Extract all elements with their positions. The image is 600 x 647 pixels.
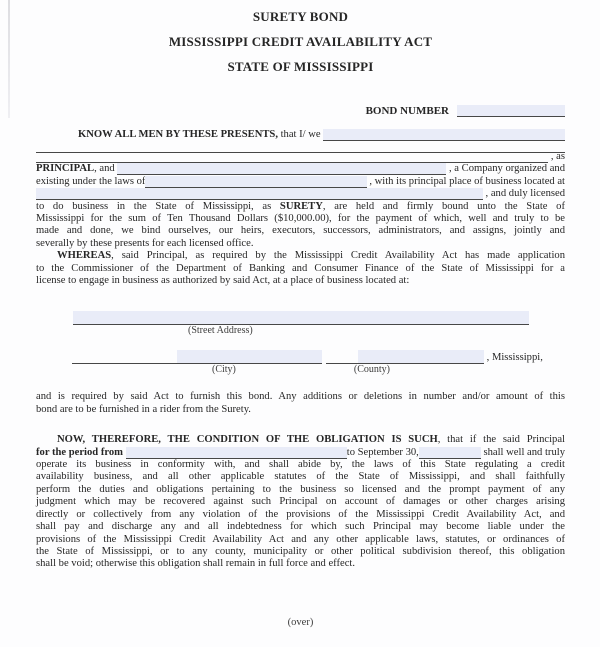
principal-place-of-business-input[interactable]	[36, 188, 483, 200]
bond-number-label: BOND NUMBER	[365, 104, 449, 117]
condition-line: the State of Mississippi, or to any county, municipality or other political subdivision thereof, this obligation	[36, 545, 565, 557]
county-line	[326, 350, 484, 364]
period-start-date-input[interactable]	[126, 447, 347, 459]
city-county-captions	[36, 364, 565, 376]
period-bold-text: for the period from	[36, 446, 126, 458]
body-line: made and done, we bind ourselves, our heirs, executors, successors, administrators, and assigns, jointly and	[36, 225, 565, 237]
period-row	[36, 447, 565, 460]
bond-number-input[interactable]	[457, 105, 565, 117]
condition-line: perform the duties and obligations pertaining to the business so licensed and the prompt payment of any	[36, 483, 565, 495]
mississippi-suffix-text: , Mississippi,	[484, 351, 543, 363]
whereas-line-3: license to engage in business as authorized by said Act, at a place of business located at:	[36, 274, 410, 286]
opening-clause-row	[36, 126, 565, 141]
whereas-bold-text: WHEREAS	[57, 250, 112, 262]
city-line	[72, 350, 322, 364]
principal-place-row	[36, 188, 565, 201]
licensed-suffix-text: , and duly licensed	[482, 188, 565, 200]
period-end-year-input[interactable]	[419, 447, 481, 459]
principal-surety-row	[36, 163, 565, 176]
street-address-caption: (Street Address)	[188, 325, 253, 337]
laws-suffix-text: , with its principal place of business located at	[366, 175, 565, 187]
rider-line-2: bond are to be furnished in a rider from the Surety.	[36, 403, 251, 415]
after-year-text: shall well and truly	[480, 446, 565, 458]
body-line: Mississippi for the sum of Ten Thousand Dollars ($10,000.00), for the payment of which, well and truly to be	[36, 212, 565, 224]
condition-line: judgment which may be recovered against such Principal on account of damages or other charges arising	[36, 496, 565, 508]
spacer	[236, 364, 354, 376]
condition-bold-text: NOW, THEREFORE, THE CONDITION OF THE OBLIGATION IS SUCH	[57, 434, 438, 446]
condition-line: availability business, and all other applicable statutes of the State of Mississippi, and shall faithfully	[36, 471, 565, 483]
as-suffix-text: , as	[548, 150, 565, 162]
principal-mid-text: , and	[94, 163, 118, 175]
principal-bold-text: PRINCIPAL	[36, 163, 95, 175]
rider-paragraph	[36, 391, 565, 416]
whereas-line-1	[36, 250, 565, 262]
to-september-text: to September 30,	[346, 446, 419, 458]
surety-line-post: , are held and firmly bound unto the State of	[322, 200, 566, 212]
company-suffix-text: , a Company organized and	[446, 163, 565, 175]
city-county-row	[36, 348, 565, 364]
document-title-line1: SURETY BOND	[252, 9, 349, 24]
scan-page-edge	[8, 0, 10, 118]
condition-paragraph	[36, 434, 565, 571]
whereas-rest-text: , said Principal, as required by the Mississippi Credit Availability Act has made application	[111, 250, 565, 262]
document-title-line2: MISSISSIPPI CREDIT AVAILABILITY ACT	[168, 34, 433, 49]
opening-normal-text: that I/ we	[277, 128, 324, 140]
document-title-line3: STATE OF MISSISSIPPI	[227, 59, 374, 74]
principal-names-input[interactable]	[323, 129, 565, 141]
rider-line-1: and is required by said Act to furnish this bond. Any additions or deletions in number and/or amount of this	[36, 391, 565, 403]
bond-number-row	[36, 100, 565, 117]
county-caption: (County)	[353, 364, 390, 376]
surety-line-pre: to do business in the State of Mississippi, as	[36, 200, 280, 212]
surety-company-name-input[interactable]	[117, 163, 446, 175]
laws-row	[36, 176, 565, 189]
city-input[interactable]	[177, 350, 322, 363]
condition-line: directly or collectively from any violation of the provisions of the Mississippi Credit Availability Act, and	[36, 508, 565, 520]
condition-line: operate its business in conformity with, and shall abide by, the laws of this State regulating a credit	[36, 459, 565, 471]
street-address-row	[73, 310, 529, 325]
condition-lead-line	[36, 434, 565, 446]
surety-bold-text: SURETY	[279, 200, 323, 212]
over-footnote: (over)	[287, 616, 314, 628]
street-address-input[interactable]	[73, 311, 529, 325]
surety-bound-line	[36, 201, 565, 213]
condition-line: provisions of the Mississippi Credit Availability Act and any other applicable laws, statutes, or ordinances of	[36, 533, 565, 545]
spacer	[36, 364, 212, 376]
principal-names-line-2[interactable]	[36, 152, 565, 153]
principal-names-continuation-row-2	[36, 150, 565, 163]
laws-prefix-text: existing under the laws of	[36, 175, 146, 187]
condition-line: shall pay and discharge any and all indebtedness for which such Principal may become liable under the	[36, 521, 565, 533]
opening-bold-text: KNOW ALL MEN BY THESE PRESENTS,	[78, 128, 278, 140]
condition-lead-rest: , that if the said Principal	[437, 434, 565, 446]
body-line: severally by these presents for each licensed office.	[36, 237, 254, 249]
city-caption: (City)	[212, 364, 236, 376]
condition-last-line: shall be void; otherwise this obligation shall remain in full force and effect.	[36, 558, 356, 570]
state-of-organization-input[interactable]	[145, 176, 366, 188]
county-input[interactable]	[358, 350, 484, 363]
principal-names-continuation-row-1	[36, 144, 565, 153]
whereas-line-2: to the Commissioner of the Department of Banking and Consumer Finance of the State of Mississippi for a	[36, 262, 565, 274]
